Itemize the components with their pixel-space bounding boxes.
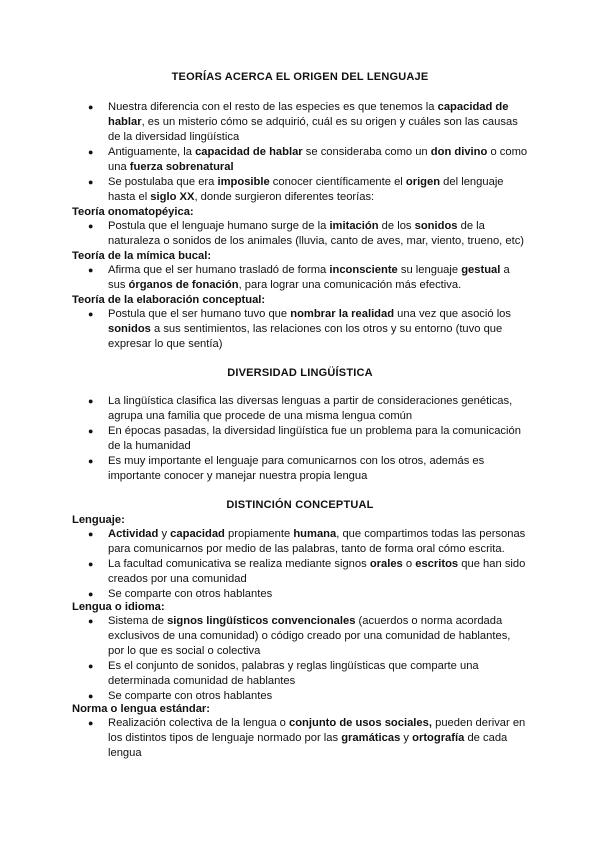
heading-lenguaje: Lenguaje:: [72, 514, 125, 526]
section-title-distincion: DISTINCIÓN CONCEPTUAL: [226, 499, 374, 511]
bold-text: sonidos: [414, 220, 458, 232]
list-item: [0, 175, 600, 205]
text-segment: de cada lengua: [108, 732, 508, 759]
text-segment: su lenguaje: [397, 264, 462, 276]
bold-text: capacidad: [170, 528, 225, 540]
onomatopeyica-list: [0, 219, 600, 249]
list-item: [0, 659, 600, 689]
bold-text: capacidad de hablar: [108, 101, 509, 128]
bold-text: órganos de fonación: [128, 279, 239, 291]
bold-text: capacidad de hablar: [195, 146, 303, 158]
list-item: [0, 454, 600, 484]
text-segment: Postula que el ser humano tuvo que: [108, 308, 291, 320]
text-segment: que han sido creados por una comunidad: [108, 558, 526, 585]
heading-teoria-onomatopeyica: Teoría onomatopéyica:: [72, 206, 194, 218]
text-segment: Se comparte con otros hablantes: [108, 588, 273, 600]
text-segment: , donde surgieron diferentes teorías:: [194, 191, 375, 203]
lengua-idioma-list: [0, 614, 600, 704]
section-title-origen: TEORÍAS ACERCA EL ORIGEN DEL LENGUAJE: [171, 71, 429, 83]
list-item: [0, 307, 600, 352]
bold-text: conjunto de usos sociales,: [288, 717, 432, 729]
heading-teoria-mimica-bucal: Teoría de la mímica bucal:: [72, 250, 212, 262]
text-segment: a sus sentimientos, las relaciones con los otros y su entorno (tuvo que expresar lo que sentía): [108, 323, 503, 350]
bold-text: ortografía: [412, 732, 465, 744]
heading-norma-estandar: Norma o lengua estándar:: [72, 703, 211, 715]
text-segment: Afirma que el ser humano trasladó de forma: [108, 264, 330, 276]
text-segment: Se comparte con otros hablantes: [108, 690, 273, 702]
text-segment: , que compartimos todas las personas para comunicarnos por medio de las palabras, tanto de forma oral cómo escrita.: [108, 528, 526, 555]
bold-text: gestual: [461, 264, 501, 276]
text-segment: del lenguaje hasta el: [108, 176, 504, 203]
text-segment: propiamente: [224, 528, 294, 540]
bold-text: orales: [369, 558, 403, 570]
text-segment: Nuestra diferencia con el resto de las especies es que tenemos la: [108, 101, 438, 113]
bold-text: humana: [293, 528, 337, 540]
list-item: [0, 527, 600, 557]
list-item: [0, 263, 600, 293]
text-segment: La facultad comunicativa se realiza mediante signos: [108, 558, 370, 570]
text-segment: Postula que el lenguaje humano surge de la: [108, 220, 330, 232]
text-segment: , para lograr una comunicación más efectiva.: [238, 279, 462, 291]
bold-text: inconsciente: [329, 264, 398, 276]
text-segment: una vez que asoció los: [394, 308, 512, 320]
text-segment: Se postulaba que era: [108, 176, 218, 188]
list-item: [0, 100, 600, 145]
list-item: [0, 424, 600, 454]
text-segment: La lingüística clasifica las diversas lenguas a partir de consideraciones genéticas, agrupa una familia que procede de una misma lengua común: [108, 395, 513, 422]
text-segment: de la naturaleza o sonidos de los animales (lluvia, canto de aves, mar, viento, trueno, etc): [108, 220, 525, 247]
bold-text: gramáticas: [341, 732, 401, 744]
list-item: [0, 394, 600, 424]
text-segment: Sistema de: [108, 615, 168, 627]
text-segment: y: [158, 528, 171, 540]
section-title-diversidad: DIVERSIDAD LINGÜÍSTICA: [227, 367, 373, 379]
bold-text: nombrar la realidad: [290, 308, 395, 320]
text-segment: se consideraba como un: [302, 146, 431, 158]
bold-text: siglo XX: [150, 191, 195, 203]
text-segment: Es muy importante el lenguaje para comunicarnos con los otros, además es importante conocer y manejar nuestra propia lengua: [108, 455, 485, 482]
text-segment: pueden derivar en los distintos tipos de lenguaje normado por las: [108, 717, 526, 744]
lenguaje-list: [0, 527, 600, 602]
heading-lengua-idioma: Lengua o idioma:: [72, 601, 165, 613]
list-item: [0, 219, 600, 249]
text-segment: Antiguamente, la: [108, 146, 196, 158]
text-segment: , es un misterio cómo se adquirió, cuál es su origen y cuáles son las causas de la diversidad lingüística: [108, 116, 518, 143]
text-segment: Realización colectiva de la lengua o: [108, 717, 289, 729]
list-item: [0, 145, 600, 175]
text-segment: Es el conjunto de sonidos, palabras y reglas lingüísticas que comparte una determinada comunidad de hablantes: [108, 660, 479, 687]
list-item: [0, 716, 600, 761]
bold-text: origen: [405, 176, 441, 188]
elaboracion-conceptual-list: [0, 307, 600, 352]
bold-text: sonidos: [108, 323, 151, 335]
bold-text: imposible: [217, 176, 270, 188]
text-segment: y: [400, 732, 413, 744]
diversidad-list: [0, 394, 600, 484]
text-segment: o como una: [108, 146, 528, 173]
bold-text: fuerza sobrenatural: [129, 161, 234, 173]
bold-text: don divino: [430, 146, 488, 158]
intro-list: [0, 100, 600, 205]
text-segment: de los: [378, 220, 415, 232]
bold-text: imitación: [329, 220, 379, 232]
mimica-bucal-list: [0, 263, 600, 293]
heading-teoria-elaboracion-conceptual: Teoría de la elaboración conceptual:: [72, 294, 266, 306]
bold-text: Actividad: [108, 528, 159, 540]
text-segment: (acuerdos o norma acordada exclusivos de una comunidad) o código creado por una comunidad de hablantes, por lo que es social o colectiva: [108, 615, 511, 657]
text-segment: a sus: [108, 264, 510, 291]
text-segment: o: [402, 558, 416, 570]
bold-text: signos lingüísticos convencionales: [167, 615, 356, 627]
bold-text: escritos: [415, 558, 459, 570]
norma-estandar-list: [0, 716, 600, 761]
text-segment: En épocas pasadas, la diversidad lingüística fue un problema para la comunicación de la humanidad: [108, 425, 521, 452]
list-item: [0, 614, 600, 659]
list-item: [0, 557, 600, 587]
text-segment: conocer científicamente el: [269, 176, 406, 188]
